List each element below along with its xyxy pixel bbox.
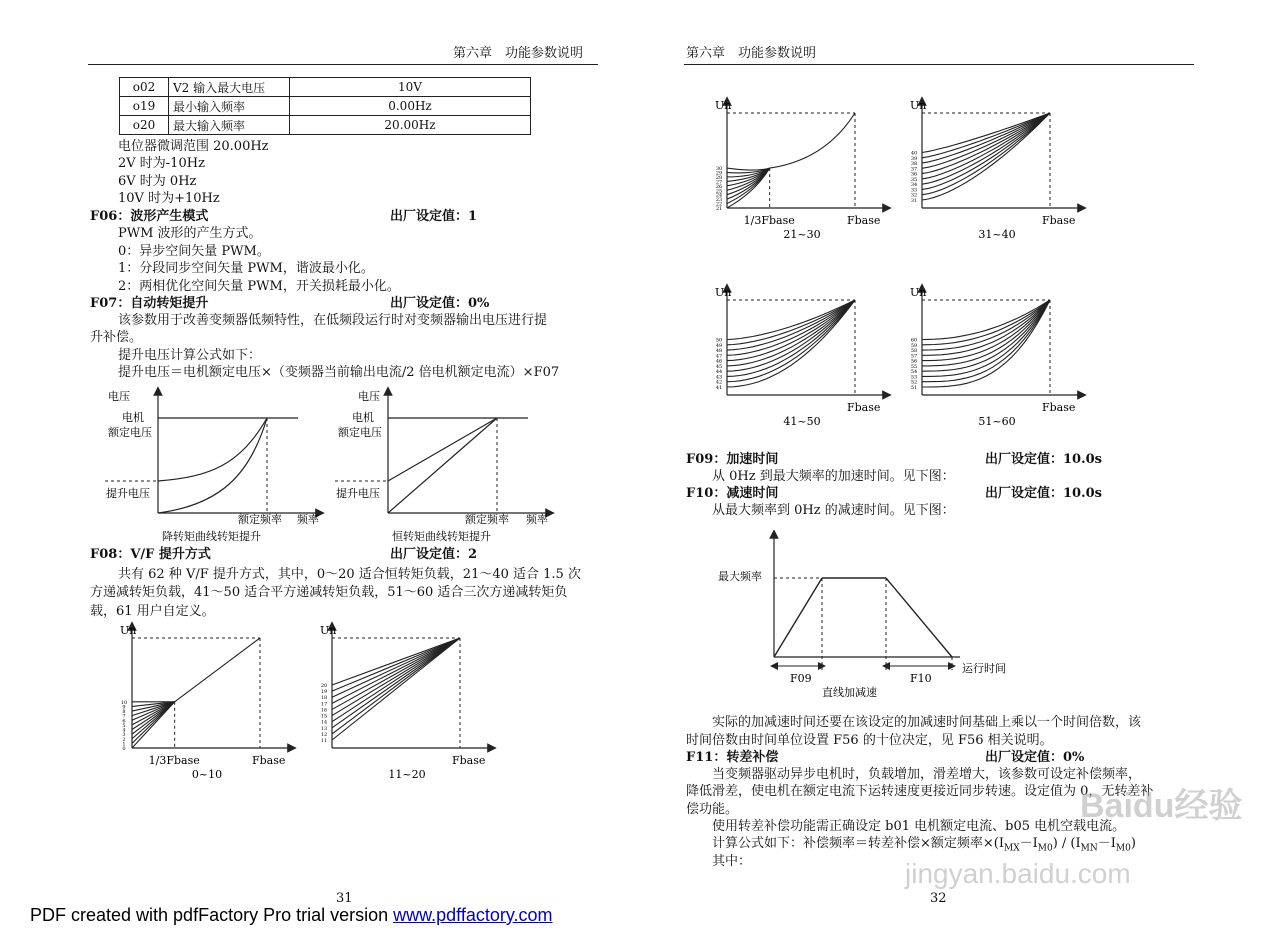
curve-label: 14 <box>320 719 328 726</box>
curve-label: 47 <box>715 353 723 360</box>
vf-chart-21-30 <box>705 95 895 250</box>
body-line: 降低滑差，使电机在额定电流下运转速度更接近同步转速。设定值为 0，无转差补 <box>686 784 1154 799</box>
un-label: Un <box>910 99 927 112</box>
table-row <box>120 116 531 135</box>
fbase-label: Fbase <box>1042 401 1076 414</box>
curve-label: 57 <box>910 353 918 360</box>
caption: 恒转矩曲线转矩提升 <box>392 530 491 543</box>
vf-curve <box>922 300 1050 382</box>
curve-label: 9 <box>122 704 126 711</box>
curve-label: 23 <box>715 197 723 204</box>
curve-label: 44 <box>715 369 723 376</box>
curve-label: 55 <box>910 363 918 370</box>
curve-label: 6 <box>122 718 126 725</box>
curve-label: 3 <box>122 732 126 739</box>
body-line: 0：异步空间矢量 PWM。 <box>118 244 270 259</box>
curve-label: 52 <box>910 379 918 386</box>
curve-label: 16 <box>320 707 328 714</box>
curve-label: 10 <box>120 699 128 706</box>
accel-decel-chart <box>710 530 1050 700</box>
table-cell: o20 <box>120 116 169 135</box>
vf-curve <box>332 638 460 722</box>
vf-chart-0-10 <box>110 620 300 790</box>
curve-label: 39 <box>910 155 918 162</box>
f11-title: F11：转差补偿 <box>686 750 779 765</box>
curve-label: 27 <box>715 179 723 186</box>
curve-label: 59 <box>910 342 918 349</box>
caption: 直线加减速 <box>822 686 877 699</box>
caption: 31~40 <box>978 228 1016 241</box>
f10-label: F10 <box>910 672 932 685</box>
curve-label: 49 <box>715 342 723 349</box>
footer-link[interactable]: www.pdffactory.com <box>393 905 553 925</box>
un-label: Un <box>120 624 137 637</box>
curve-label: 60 <box>910 337 918 344</box>
curve-label: 36 <box>910 171 918 178</box>
curve-label: 40 <box>910 150 918 157</box>
curve-label: 56 <box>910 358 918 365</box>
f10-title: F10：减速时间 <box>686 486 779 501</box>
vf-curve <box>175 638 260 702</box>
un-label: Un <box>910 286 927 299</box>
vf-chart-31-40 <box>900 95 1090 250</box>
parameter-table <box>119 77 531 135</box>
curve-label: 58 <box>910 348 918 355</box>
curve-label: 33 <box>910 187 918 194</box>
body-line: 从 0Hz 到最大频率的加速时间。见下图： <box>712 469 955 484</box>
body-line: 使用转差补偿功能需正确设定 b01 电机额定电流、b05 电机空载电流。 <box>712 819 1126 834</box>
subscript: M0 <box>1037 843 1053 854</box>
curve-label: 42 <box>715 379 723 386</box>
body-line: 电位器微调范围 20.00Hz <box>118 139 269 154</box>
vf-curve <box>770 113 855 168</box>
third-label: 1/3Fbase <box>148 754 200 767</box>
subscript: MX <box>1004 843 1020 854</box>
caption: 11~20 <box>388 768 426 781</box>
fbase-label: Fbase <box>847 401 881 414</box>
fbase-label: Fbase <box>847 214 881 227</box>
xlabel-rated: 额定频率 <box>465 513 509 526</box>
body-line: 实际的加减速时间还要在该设定的加减速时间基础上乘以一个时间倍数，该 <box>712 715 1142 730</box>
curve-label: 15 <box>320 713 328 720</box>
subscript: M0 <box>1115 843 1131 854</box>
un-label: Un <box>715 286 732 299</box>
caption: 41~50 <box>783 415 821 428</box>
body-line: 10V 时为+10Hz <box>118 191 220 206</box>
xlabel: 频率 <box>297 513 319 526</box>
curve-label: 26 <box>715 183 723 190</box>
curve-label: 32 <box>910 192 918 199</box>
curve-label: 18 <box>320 695 328 702</box>
rated-label: 额定电压 <box>338 426 382 439</box>
curve-label: 7 <box>122 713 126 720</box>
curve-label: 38 <box>910 161 918 168</box>
vf-curve <box>332 638 460 734</box>
formula-op: －I <box>1097 836 1116 851</box>
table-row <box>120 97 531 116</box>
boost-label: 提升电压 <box>336 487 380 500</box>
body-line: 2：两相优化空间矢量 PWM，开关损耗最小化。 <box>118 279 400 294</box>
fbase-label: Fbase <box>252 754 286 767</box>
right-header-rule <box>684 64 1194 65</box>
curve-label: 12 <box>320 731 328 738</box>
watermark-logo: Baidu经验 <box>1080 787 1243 825</box>
body-line: 偿功能。 <box>686 802 739 817</box>
left-header-rule <box>88 64 598 65</box>
vf-curve <box>332 638 460 703</box>
f08-title: F08：V/F 提升方式 <box>90 547 211 562</box>
fbase-label: Fbase <box>1042 214 1076 227</box>
fbase-label: Fbase <box>452 754 486 767</box>
curve-label: 13 <box>320 725 328 732</box>
watermark-url: jingyan.baidu.com <box>905 858 1131 889</box>
curve-label: 2 <box>122 736 126 743</box>
curve-label: 25 <box>715 188 723 195</box>
body-line: 其中： <box>712 854 752 869</box>
curve-label: 4 <box>122 727 126 734</box>
caption: 降转矩曲线转矩提升 <box>162 530 261 543</box>
un-label: Un <box>715 99 732 112</box>
formula-op: ) <box>1130 836 1136 851</box>
f06-title: F06：波形产生模式 <box>90 209 209 224</box>
f07-default: 出厂设定值：0% <box>390 296 490 311</box>
xlabel: 运行时间 <box>962 662 1006 675</box>
curve-label: 1 <box>122 741 126 748</box>
body-line: 从最大频率到 0Hz 的减速时间。见下图： <box>712 503 955 518</box>
formula-text: 计算公式如下：补偿频率＝转差补偿×额定频率×(I <box>712 836 1004 851</box>
page-number: 32 <box>930 891 947 906</box>
body-line: 6V 时为 0Hz <box>118 174 197 189</box>
ylabel: 最大频率 <box>718 570 762 583</box>
curve-label: 5 <box>122 722 126 729</box>
caption: 0~10 <box>191 768 223 781</box>
table-cell: 0.00Hz <box>290 97 531 116</box>
table-cell: 最小输入频率 <box>169 97 290 116</box>
un-label: Un <box>320 624 337 637</box>
body-line: 方递减转矩负载，41～50 适合平方递减转矩负载，51～60 适合三次方递减转矩负 <box>90 585 568 600</box>
curve-label: 34 <box>910 182 918 189</box>
ylabel: 电压 <box>358 390 380 403</box>
third-label: 1/3Fbase <box>743 214 795 227</box>
body-line: 载，61 用户自定义。 <box>90 604 215 619</box>
boost-chart-reduced-torque <box>100 385 330 545</box>
footer-text: PDF created with pdfFactory Pro trial version <box>30 905 394 925</box>
vf-chart-51-60 <box>900 282 1090 437</box>
xlabel-rated: 额定频率 <box>238 513 282 526</box>
vf-chart-11-20 <box>310 620 500 790</box>
table-cell: 最大输入频率 <box>169 116 290 135</box>
table-cell: V2 输入最大电压 <box>169 78 290 97</box>
f06-default: 出厂设定值：1 <box>390 209 478 224</box>
table-cell: o02 <box>120 78 169 97</box>
f07-title: F07：自动转矩提升 <box>90 296 209 311</box>
vf-curve <box>332 638 460 685</box>
curve-label: 8 <box>122 709 126 716</box>
left-page-header: 第六章 功能参数说明 <box>453 46 584 61</box>
caption: 51~60 <box>978 415 1016 428</box>
curve-label: 50 <box>715 337 723 344</box>
f11-default: 出厂设定值：0% <box>985 750 1085 765</box>
rated-label: 电机 <box>122 411 144 424</box>
curve-label: 20 <box>320 683 328 689</box>
curve-label: 31 <box>910 198 918 204</box>
f10-default: 出厂设定值：10.0s <box>985 486 1102 501</box>
curve-label: 0 <box>122 746 126 752</box>
curve-label: 30 <box>715 166 723 173</box>
body-line: 2V 时为-10Hz <box>118 156 205 171</box>
curve-label: 51 <box>910 385 918 391</box>
f09-title: F09：加速时间 <box>686 452 779 467</box>
body-line: 提升电压计算公式如下： <box>118 348 262 363</box>
f08-default: 出厂设定值：2 <box>390 547 478 562</box>
pdf-footer <box>30 905 553 926</box>
curve-label: 11 <box>320 738 328 744</box>
curve-label: 54 <box>910 369 918 376</box>
body-line: 共有 62 种 V/F 提升方式，其中，0～20 适合恒转矩负载，21～40 适合 1.5 次 <box>118 567 581 582</box>
vf-curve <box>332 638 460 709</box>
boost-chart-constant-torque <box>330 385 560 545</box>
body-line: 1：分段同步空间矢量 PWM，谐波最小化。 <box>118 261 374 276</box>
curve-label: 35 <box>910 176 918 183</box>
xlabel: 频率 <box>526 513 548 526</box>
curve-label: 17 <box>320 701 328 708</box>
vf-chart-41-50 <box>705 282 895 437</box>
right-page-header: 第六章 功能参数说明 <box>686 46 817 61</box>
vf-curve <box>332 638 460 740</box>
body-line: 当变频器驱动异步电机时，负载增加，滑差增大，该参数可设定补偿频率， <box>712 767 1142 782</box>
subscript: MN <box>1080 843 1098 854</box>
caption: 21~30 <box>783 228 821 241</box>
ylabel: 电压 <box>108 390 130 403</box>
formula-line <box>712 835 1136 858</box>
table-cell: 20.00Hz <box>290 116 531 135</box>
body-line: 升补偿。 <box>90 330 143 345</box>
curve-label: 48 <box>715 348 723 355</box>
f09-label: F09 <box>790 672 812 685</box>
curve-label: 21 <box>715 206 723 212</box>
body-line: 提升电压＝电机额定电压×（变频器当前输出电流/2 倍电机额定电流）×F07 <box>118 365 560 380</box>
curve-label: 46 <box>715 358 723 365</box>
rated-label: 电机 <box>352 411 374 424</box>
f09-default: 出厂设定值：10.0s <box>985 452 1102 467</box>
curve-label: 53 <box>910 374 918 381</box>
curve-label: 22 <box>715 201 723 208</box>
body-line: 该参数用于改善变频器低频特性，在低频段运行时对变频器输出电压进行提 <box>118 313 548 328</box>
formula-op: －I <box>1019 836 1038 851</box>
body-line: PWM 波形的产生方式。 <box>118 226 262 241</box>
curve-label: 28 <box>715 174 723 181</box>
formula-op: ) / (I <box>1052 836 1081 851</box>
curve-label: 19 <box>320 689 328 696</box>
body-line: 时间倍数由时间单位设置 F56 的十位决定，见 F56 相关说明。 <box>686 733 1053 748</box>
vf-curve <box>332 638 460 716</box>
curve-label: 37 <box>910 166 918 173</box>
curve-label: 29 <box>715 170 723 177</box>
vf-curve <box>922 113 1050 153</box>
page-number: 31 <box>336 891 353 906</box>
curve-label: 41 <box>715 385 723 391</box>
table-cell: o19 <box>120 97 169 116</box>
curve-label: 24 <box>715 192 723 199</box>
rated-label: 额定电压 <box>108 426 152 439</box>
boost-label: 提升电压 <box>106 487 150 500</box>
table-cell: 10V <box>290 78 531 97</box>
curve-label: 43 <box>715 374 723 381</box>
curve-label: 45 <box>715 363 723 370</box>
table-row <box>120 78 531 97</box>
